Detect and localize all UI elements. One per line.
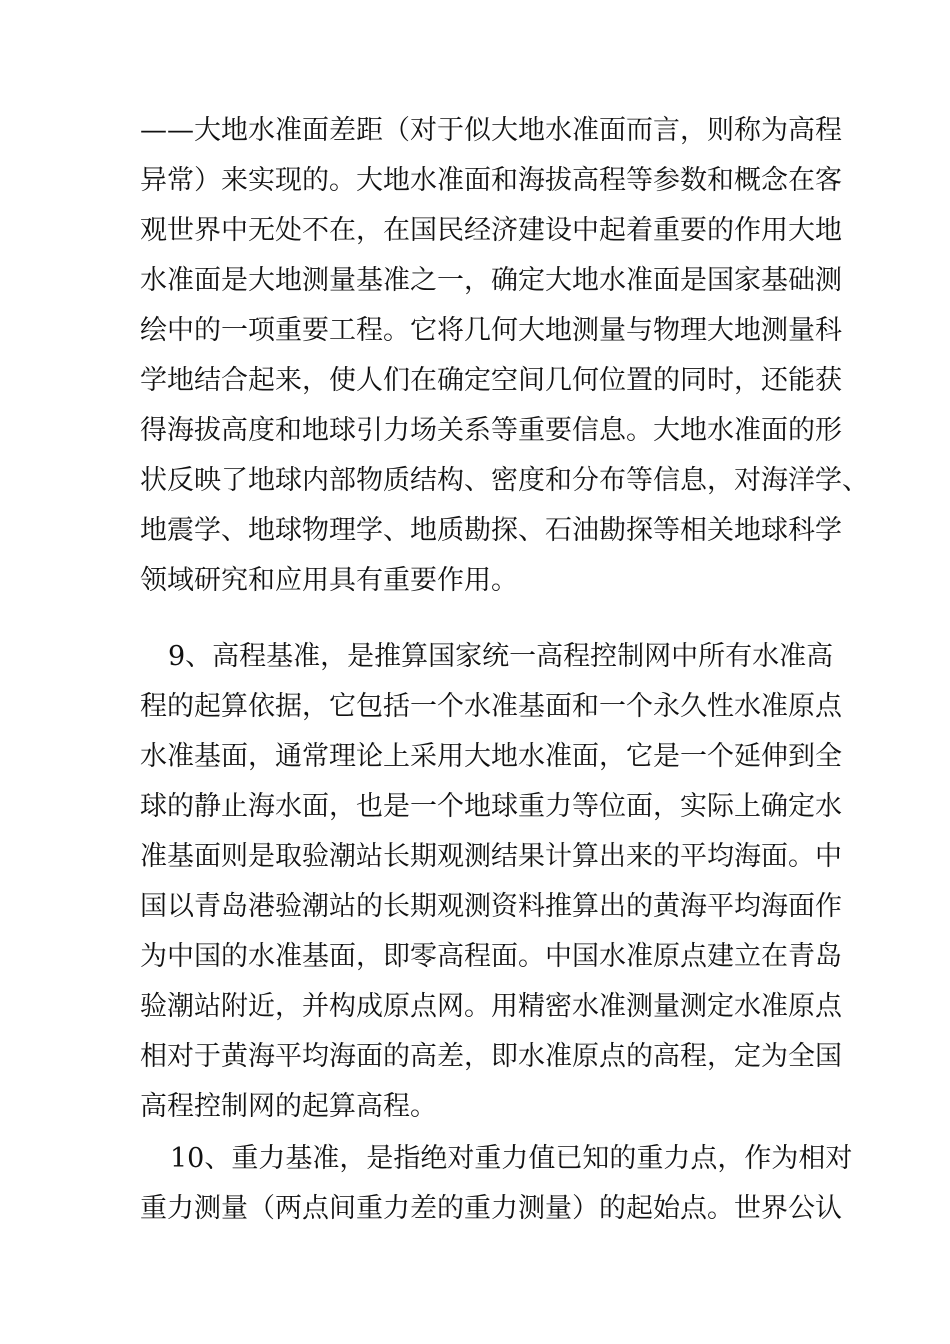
text-line: 地震学、地球物理学、地质勘探、石油勘探等相关地球科学 (140, 515, 842, 546)
text-line: 异常）来实现的。大地水准面和海拔高程等参数和概念在客 (140, 165, 842, 196)
text-line: ——大地水准面差距（对于似大地水准面而言，则称为高程 (140, 115, 842, 146)
text-line: 高程控制网的起算高程。 (140, 1091, 437, 1122)
text-line: 10、重力基准，是指绝对重力值已知的重力点，作为相对 (170, 1143, 853, 1174)
text-line: 9、高程基准，是推算国家统一高程控制网中所有水准高 (168, 641, 834, 672)
text-line: 状反映了地球内部物质结构、密度和分布等信息，对海洋学、 (140, 465, 869, 496)
text-line: 水准面是大地测量基准之一，确定大地水准面是国家基础测 (140, 265, 842, 296)
text-line: 绘中的一项重要工程。它将几何大地测量与物理大地测量科 (140, 315, 842, 346)
text-line: 重力测量（两点间重力差的重力测量）的起始点。世界公认 (140, 1193, 842, 1224)
text-line: 准基面则是取验潮站长期观测结果计算出来的平均海面。中 (140, 841, 842, 872)
text-line: 为中国的水准基面，即零高程面。中国水准原点建立在青岛 (140, 941, 842, 972)
text-line: 学地结合起来，使人们在确定空间几何位置的同时，还能获 (140, 365, 842, 396)
text-line: 程的起算依据，它包括一个水准基面和一个永久性水准原点 (140, 691, 842, 722)
text-line: 球的静止海水面，也是一个地球重力等位面，实际上确定水 (140, 791, 842, 822)
text-line: 观世界中无处不在，在国民经济建设中起着重要的作用大地 (140, 215, 842, 246)
text-line: 相对于黄海平均海面的高差，即水准原点的高程，定为全国 (140, 1041, 842, 1072)
text-line: 领域研究和应用具有重要作用。 (140, 565, 518, 596)
text-line: 国以青岛港验潮站的长期观测资料推算出的黄海平均海面作 (140, 891, 842, 922)
text-line: 水准基面，通常理论上采用大地水准面，它是一个延伸到全 (140, 741, 842, 772)
text-line: 验潮站附近，并构成原点网。用精密水准测量测定水准原点 (140, 991, 842, 1022)
text-line: 得海拔高度和地球引力场关系等重要信息。大地水准面的形 (140, 415, 842, 446)
